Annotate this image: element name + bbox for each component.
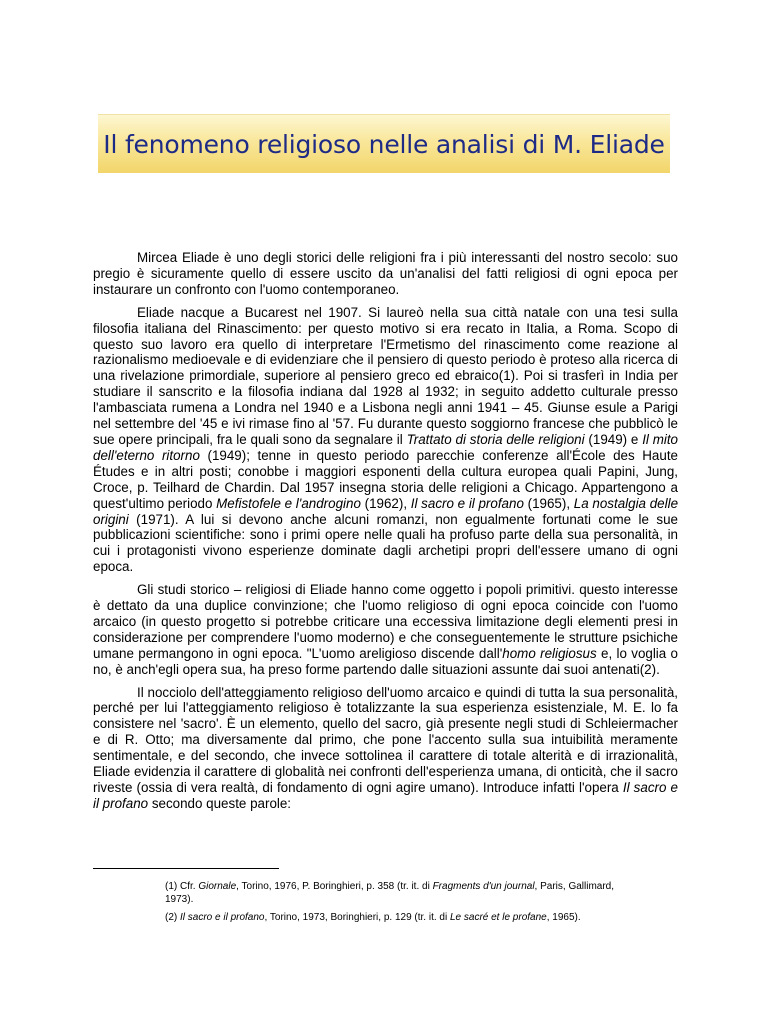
italic-text: Il sacro e il profano	[410, 495, 524, 511]
italic-text: Il sacro e il profano	[180, 912, 265, 923]
text-run: , Torino, 1976, P. Boringhieri, p. 358 (tr. it. di	[236, 881, 433, 892]
paragraph	[93, 685, 678, 812]
text-run: e, lo voglia o no, è anch'egli opera sua, ha preso forme partendo dalle situazioni assunte dai suoi antenati(2).	[93, 645, 679, 677]
footnote	[165, 911, 645, 924]
italic-text: Le sacré et le profane	[449, 912, 547, 923]
footnote	[165, 880, 645, 906]
document-body	[93, 250, 678, 819]
paragraph	[93, 250, 678, 298]
italic-text: La nostalgia delle origini	[93, 495, 679, 527]
footnote-separator	[93, 868, 279, 869]
italic-text: Fragments d'un journal	[432, 881, 535, 892]
text-run: Mircea Eliade è uno degli storici delle religioni fra i più interessanti del nostro secolo: suo pregio è sicuramente quello di essere uscito da un'analisi del fatti religiosi di ogni epoca per instaurare un confronto con l'uomo contemporaneo.	[93, 250, 678, 297]
text-run: (1949) e	[584, 431, 643, 447]
italic-text: Mefistofele e l'androgino	[216, 495, 361, 511]
italic-text: Giornale	[198, 881, 237, 892]
paragraph	[93, 305, 678, 575]
italic-text: Il sacro e il profano	[93, 780, 678, 811]
italic-text: Trattato di storia delle religioni	[406, 431, 585, 447]
text-run: (2)	[165, 912, 180, 923]
text-run: , Paris, Gallimard, 1973).	[165, 881, 615, 905]
document-title: Il fenomeno religioso nelle analisi di M. Eliade	[103, 129, 665, 159]
italic-text: homo religiosus	[502, 645, 597, 661]
text-run: (1) Cfr.	[165, 881, 199, 892]
footnotes	[165, 880, 645, 929]
text-run: , 1965).	[546, 912, 581, 923]
text-run: , Torino, 1973, Boringhieri, p. 129 (tr. it. di	[264, 912, 450, 923]
text-run: (1971). A lui si devono anche alcuni romanzi, non egualmente fortunati come le sue pubblicazioni scientifiche: sono i primi opere nelle quali ha profuso parte della sua personalità, in cui i protagonisti vivono esperienze dominate dagli archetipi propri dell'essere umano di ogni epoca.	[93, 511, 678, 575]
text-run: secondo queste parole:	[148, 795, 292, 811]
text-run: (1965),	[523, 495, 574, 511]
text-run: (1949); tenne in questo periodo parecchie conferenze all'École des Haute Études e in altri posti; conobbe i maggiori esponenti della cultura europea quali Papini, Jung, Croce, p. Teilhard de Chardin. Dal 1957 insegna storia delle religioni a Chicago. Appartengono a quest'ultimo periodo	[93, 447, 678, 511]
text-run: Eliade nacque a Bucarest nel 1907. Si laureò nella sua città natale con una tesi sulla filosofia italiana del Rinascimento: per questo motivo si era recato in Italia, a Roma. Scopo di questo suo lavoro era quello di interpretare l'Ermetismo del rinascimento come reazione al razionalismo medioevale e di evidenziare che il pensiero di questo periodo è proteso alla ricerca di una rivelazione primordiale, superiore al pensiero greco ed ebraico(1). Poi si trasferì in India per studiare il sanscrito e la filosofia indiana dal 1928 al 1932; in seguito addetto culturale presso l'ambasciata rumena a Londra nel 1940 e a Lisbona negli anni 1941 – 45. Giunse esule a Parigi nel settembre del '45 e ivi rimase fino al '57. Fu durante questo soggiorno francese che pubblicò le sue opere principali, fra le quali sono da segnalare il	[93, 304, 678, 447]
title-banner	[98, 114, 670, 173]
italic-text: Il mito dell'eterno ritorno	[93, 431, 679, 463]
text-run: Il nocciolo dell'atteggiamento religioso dell'uomo arcaico e quindi di tutta la sua personalità, perché per lui l'atteggiamento religioso è totalizzante la sua esperienza esistenziale, M. E. lo fa consistere nel 'sacro'. È un elemento, quello del sacro, già presente negli studi di Schleiermacher e di R. Otto; ma diversamente dal primo, che pone l'accento sulla sua intuibilità meramente sentimentale, e del secondo, che invece sottolinea il carattere di totale alterità e di irrazionalità, Eliade evidenzia il carattere di globalità nei confronti dell'esperienza umana, di onticità, che il sacro riveste (ossia di vera realtà, di fondamento di ogni agire umano). Introduce infatti l'opera	[93, 684, 678, 795]
text-run: (1962),	[360, 495, 411, 511]
text-run: Gli studi storico – religiosi di Eliade hanno come oggetto i popoli primitivi. questo interesse è dettato da una duplice convinzione; che l'uomo religioso di ogni epoca coincide con l'uomo arcaico (in questo progetto si potrebbe criticare una eccessiva limitazione degli elementi presi in considerazione per comprendere l'uomo moderno) e che conseguentemente le strutture psichiche umane permangono in ogni epoca. "L'uomo areligioso discende dall'	[93, 582, 678, 661]
paragraph	[93, 582, 678, 677]
